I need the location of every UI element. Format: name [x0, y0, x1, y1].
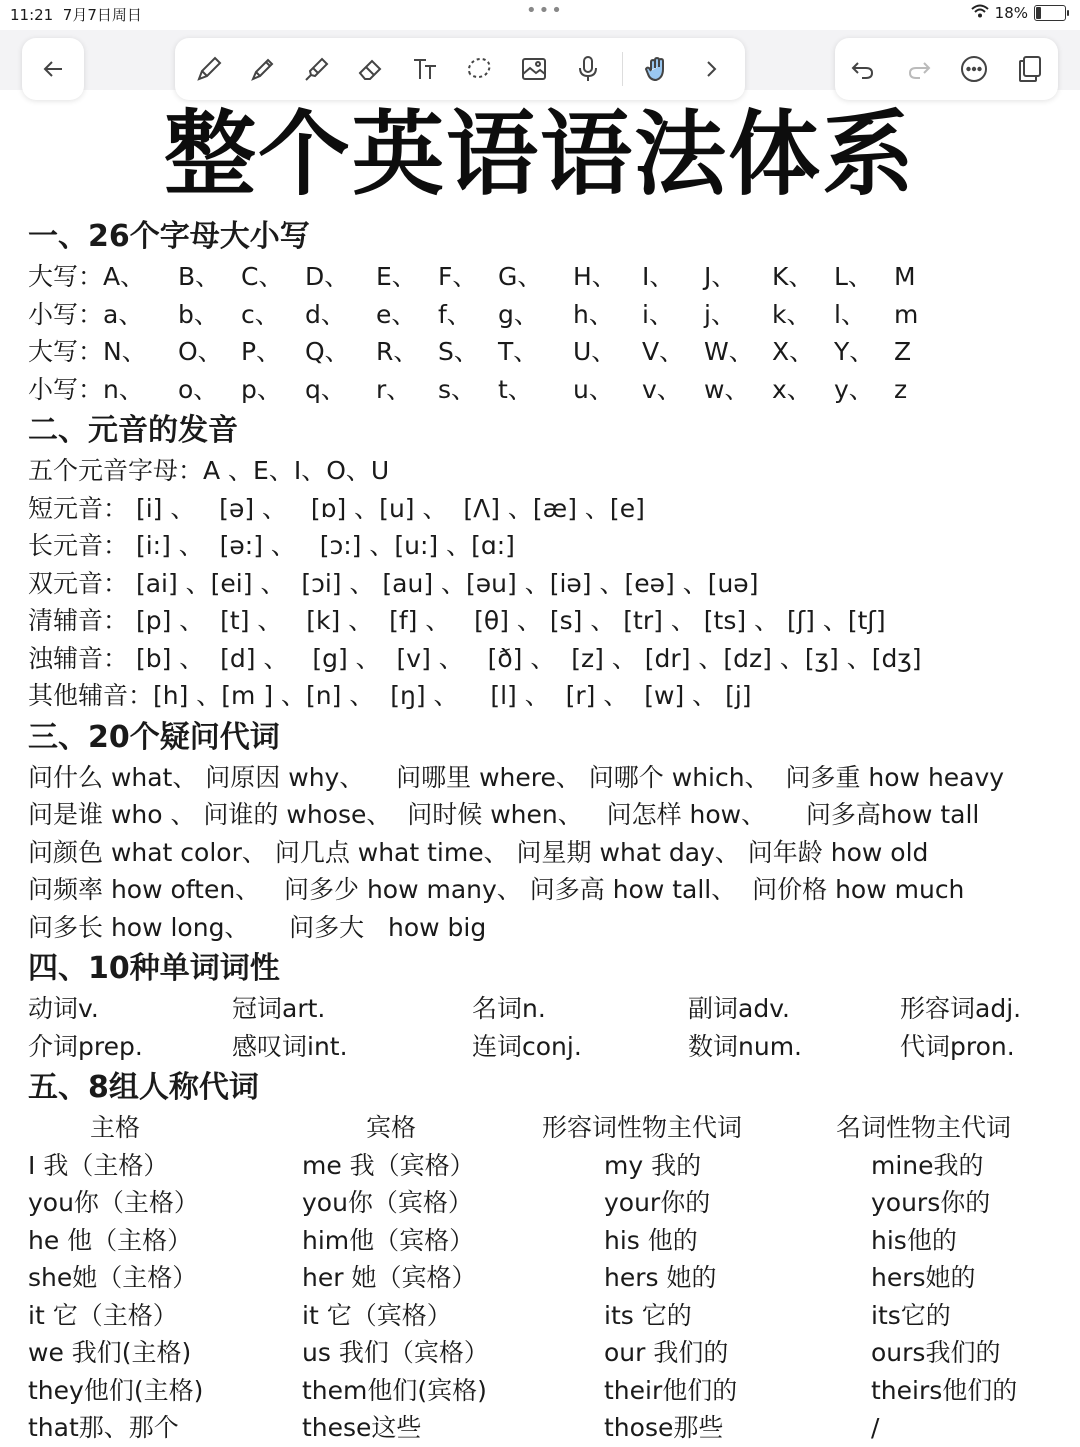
pronouns-row [28, 1409, 1052, 1447]
table-cell: S、 [438, 337, 479, 366]
table-cell: 大写：A、 [28, 262, 146, 291]
table-cell: we 我们(主格) [28, 1338, 192, 1367]
phonetics-line: 双元音： [ai] 、[ei] 、 [ɔi] 、 [au] 、[əu] 、[iə] 、[eə] 、[uə] [28, 568, 759, 598]
table-cell: 副词adv. [688, 994, 790, 1023]
table-cell: hers 她的 [604, 1263, 717, 1292]
table-cell: 连词conj. [472, 1031, 582, 1061]
table-cell: 大写：N、 [28, 337, 147, 366]
table-cell: K、 [772, 262, 814, 291]
table-cell: M [894, 262, 916, 291]
table-cell: her 她（宾格） [302, 1263, 477, 1292]
text-icon[interactable] [405, 49, 445, 89]
battery-icon [1034, 5, 1066, 21]
table-cell: b、 [178, 299, 219, 329]
table-cell: f、 [438, 299, 472, 329]
table-cell: T、 [498, 337, 539, 366]
pronouns-header-row [28, 1109, 1052, 1147]
table-cell: p、 [241, 374, 282, 404]
table-cell: P、 [241, 337, 282, 366]
table-cell: 小写：a、 [28, 299, 144, 329]
table-cell: O、 [178, 337, 223, 366]
pronouns-row [28, 1184, 1052, 1222]
pronouns-row [28, 1334, 1052, 1372]
table-cell: c、 [241, 299, 280, 329]
alphabet-table [28, 258, 1052, 408]
table-cell: his他的 [871, 1225, 957, 1255]
wifi-icon [971, 4, 989, 22]
status-bar [0, 0, 1080, 28]
table-cell: L、 [834, 262, 873, 291]
table-cell: that那、那个 [28, 1413, 179, 1442]
parts-of-speech-row [28, 990, 1052, 1028]
image-icon[interactable] [514, 49, 554, 89]
table-cell: mine我的 [871, 1150, 984, 1180]
table-cell: J、 [704, 262, 737, 291]
table-cell: they他们(主格) [28, 1375, 204, 1405]
table-cell: theirs他们的 [871, 1375, 1018, 1405]
table-cell: 动词v. [28, 994, 99, 1023]
table-cell: you你（宾格） [302, 1188, 473, 1217]
drawing-tools-bar [175, 38, 745, 100]
phonetics-line: 五个元音字母：A 、E、I、O、U [28, 456, 390, 485]
table-cell: those那些 [604, 1413, 724, 1442]
table-cell: 小写：n、 [28, 374, 144, 404]
table-cell: W、 [704, 337, 754, 366]
phonetics-line: 短元音： [i] 、 [ə] 、 [ɒ] 、[u] 、 [Λ] 、[æ] 、[e] [28, 493, 645, 523]
multitasking-dots-icon[interactable]: ••• [526, 0, 564, 21]
table-cell: k、 [772, 299, 812, 329]
table-cell: F、 [438, 262, 478, 291]
alphabet-row [28, 333, 1052, 371]
table-cell: my 我的 [604, 1150, 702, 1180]
table-cell: Y、 [834, 337, 875, 366]
table-cell: 宾格 [366, 1113, 417, 1142]
table-cell: d、 [305, 299, 346, 329]
table-cell: X、 [772, 337, 815, 366]
question-words-line: 问颜色 what color、 问几点 what time、 问星期 what day、 问年龄 how old [28, 837, 929, 867]
table-cell: us 我们（宾格） [302, 1338, 489, 1367]
microphone-icon[interactable] [568, 49, 608, 89]
table-cell: hers她的 [871, 1263, 976, 1292]
table-cell: I 我（主格） [28, 1150, 169, 1180]
alphabet-row [28, 296, 1052, 334]
pages-icon[interactable] [1010, 49, 1050, 89]
table-cell: i、 [642, 299, 674, 329]
table-cell: V、 [642, 337, 685, 366]
lasso-icon[interactable] [459, 49, 499, 89]
table-cell: g、 [498, 299, 539, 329]
table-cell: x、 [772, 374, 812, 404]
table-cell: E、 [376, 262, 417, 291]
pronouns-row [28, 1222, 1052, 1260]
undo-icon[interactable] [843, 49, 883, 89]
table-cell: / [871, 1413, 880, 1442]
table-cell: them他们(宾格) [302, 1375, 487, 1405]
status-date: 7月7日周日 [62, 6, 142, 24]
phonetics-line: 浊辅音： [b] 、 [d] 、 [g] 、 [v] 、 [ð] 、 [z] 、 [dr] 、[dz] 、[ʒ] 、[dʒ] [28, 643, 922, 673]
pronouns-row [28, 1259, 1052, 1297]
table-cell: it 它（宾格） [302, 1300, 452, 1330]
eraser-icon[interactable] [351, 49, 391, 89]
table-cell: I、 [642, 262, 675, 291]
table-cell: D、 [305, 262, 350, 291]
page-title: 整个英语语法体系 [163, 101, 916, 208]
table-cell: your你的 [604, 1188, 711, 1217]
table-cell: z [894, 374, 908, 404]
table-cell: he 他（主格） [28, 1225, 193, 1255]
table-cell: their他们的 [604, 1375, 738, 1405]
table-cell: its它的 [871, 1300, 951, 1330]
back-arrow-icon [33, 49, 73, 89]
table-cell: it 它（主格） [28, 1300, 178, 1330]
section-heading-pronouns: 五、8组人称代词 [28, 1070, 259, 1105]
table-cell: o、 [178, 374, 219, 404]
table-cell: v、 [642, 374, 682, 404]
highlighter-icon[interactable] [297, 49, 337, 89]
alphabet-row [28, 371, 1052, 409]
back-button[interactable] [22, 38, 84, 100]
table-cell: its 它的 [604, 1300, 692, 1330]
battery-percent: 18% [994, 4, 1028, 22]
table-cell: H、 [573, 262, 617, 291]
table-cell: y、 [834, 374, 874, 404]
pronouns-row [28, 1147, 1052, 1185]
table-cell: e、 [376, 299, 417, 329]
table-cell: w、 [704, 374, 750, 404]
alphabet-row [28, 258, 1052, 296]
table-cell: B、 [178, 262, 221, 291]
table-cell: 名词n. [472, 994, 546, 1023]
table-cell: m [894, 299, 919, 329]
table-cell: G、 [498, 262, 543, 291]
table-cell: Q、 [305, 337, 350, 366]
note-page[interactable] [28, 100, 1052, 1447]
phonetics-line: 清辅音： [p] 、 [t] 、 [k] 、 [f] 、 [θ] 、 [s] 、 [tr] 、 [ts] 、 [ʃ] 、[tʃ] [28, 606, 886, 635]
question-words-line: 问频率 how often、 问多少 how many、 问多高 how tall、 问价格 how much [28, 875, 965, 904]
phonetics-list [28, 452, 1052, 715]
table-cell: r、 [376, 374, 412, 404]
question-words-line: 问什么 what、 问原因 why、 问哪里 where、 问哪个 which、 问多重 how heavy [28, 762, 1005, 792]
table-cell: him他（宾格） [302, 1225, 475, 1255]
status-right [971, 4, 1066, 22]
more-icon[interactable] [954, 49, 994, 89]
table-cell: u、 [573, 374, 614, 404]
parts-of-speech-table [28, 990, 1052, 1065]
table-cell: U、 [573, 337, 617, 366]
table-cell: R、 [376, 337, 419, 366]
table-cell: 代词pron. [900, 1031, 1015, 1061]
pen-icon[interactable] [243, 49, 283, 89]
table-cell: our 我们的 [604, 1338, 729, 1367]
section-heading-vowels: 二、元音的发音 [28, 413, 238, 448]
section-heading-alphabet: 一、26个字母大小写 [28, 219, 310, 254]
table-cell: 主格 [90, 1113, 141, 1142]
table-cell: s、 [438, 374, 477, 404]
section-heading-parts-of-speech: 四、10种单词词性 [28, 951, 280, 986]
section-heading-question-words: 三、20个疑问代词 [28, 719, 280, 755]
table-cell: t、 [498, 374, 533, 404]
pencil-icon[interactable] [189, 49, 229, 89]
table-cell: 冠词art. [232, 994, 326, 1023]
document-actions-bar [835, 38, 1058, 100]
table-cell: she她（主格） [28, 1263, 198, 1292]
phonetics-line: 长元音： [i:] 、 [ə:] 、 [ɔ:] 、[u:] 、[ɑ:] [28, 531, 515, 560]
table-cell: you你（主格） [28, 1188, 199, 1217]
table-cell: h、 [573, 299, 614, 329]
chevron-right-icon[interactable] [691, 49, 731, 89]
toolbar-divider [622, 52, 623, 86]
table-cell: 介词prep. [28, 1031, 143, 1061]
table-cell: 数词num. [688, 1031, 802, 1061]
touch-hand-icon[interactable] [637, 49, 677, 89]
table-cell: Z [894, 337, 912, 366]
table-cell: these这些 [302, 1413, 422, 1442]
pronouns-table [28, 1109, 1052, 1447]
table-cell: his 他的 [604, 1225, 698, 1255]
pronouns-row [28, 1372, 1052, 1410]
table-cell: 形容词性物主代词 [542, 1113, 743, 1142]
table-cell: j、 [704, 299, 736, 329]
table-cell: 形容词adj. [900, 994, 1022, 1023]
table-cell: 名词性物主代词 [836, 1113, 1012, 1142]
table-cell: 感叹词int. [232, 1031, 348, 1061]
question-words-line: 问是谁 who 、 问谁的 whose、 问时候 when、 问怎样 how、 问多高how tall [28, 800, 980, 829]
table-cell: C、 [241, 262, 284, 291]
phonetics-line: 其他辅音：[h] 、[m ] 、[n] 、 [ŋ] 、 [l] 、 [r] 、 [w] 、 [j] [28, 681, 752, 710]
pronouns-row [28, 1297, 1052, 1335]
table-cell: l、 [834, 299, 866, 329]
redo-icon[interactable] [899, 49, 939, 89]
question-words-list [28, 759, 1052, 947]
table-cell: q、 [305, 374, 346, 404]
table-cell: ours我们的 [871, 1338, 1001, 1367]
status-time: 11:21 7月7日周日 [10, 6, 142, 24]
parts-of-speech-row [28, 1028, 1052, 1066]
table-cell: me 我（宾格） [302, 1150, 475, 1180]
table-cell: yours你的 [871, 1188, 991, 1217]
question-words-line: 问多长 how long、 问多大 how big [28, 912, 487, 942]
